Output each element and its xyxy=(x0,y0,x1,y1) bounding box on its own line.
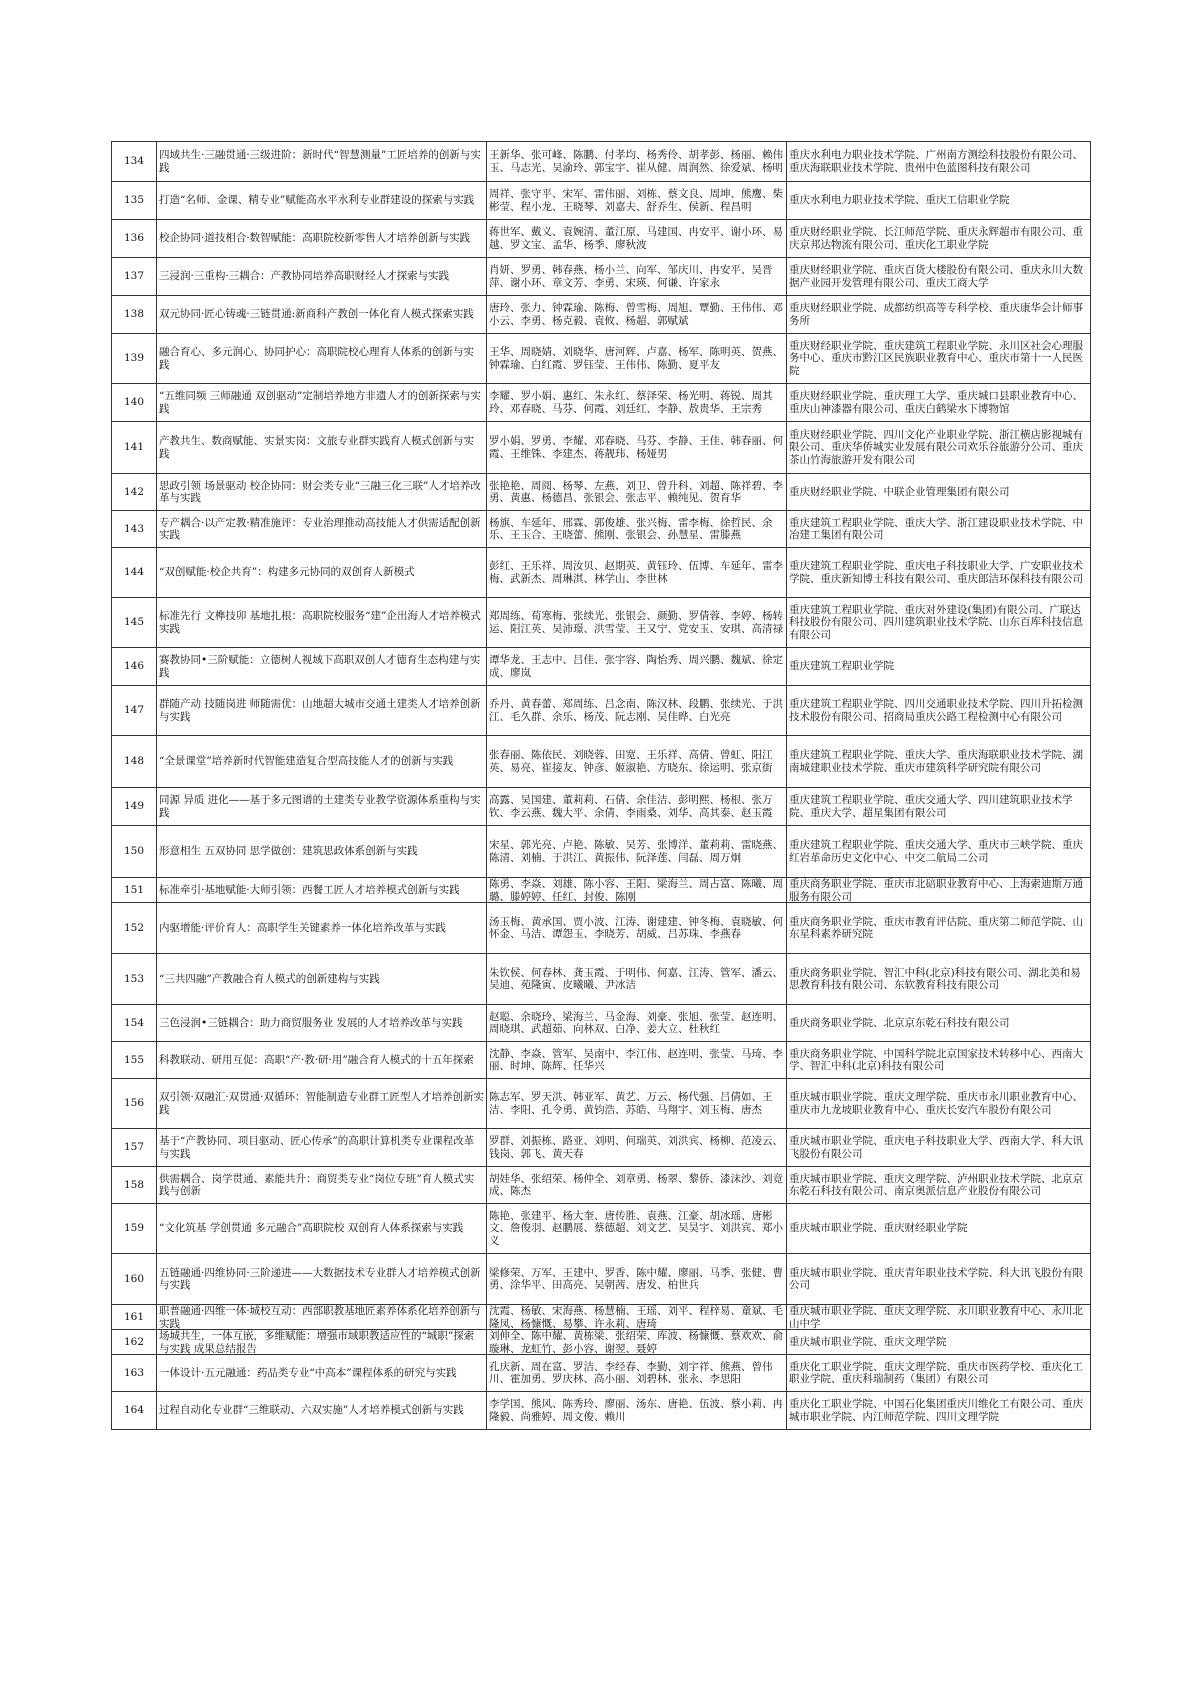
table-row xyxy=(112,220,1091,258)
completing-units: 重庆水利电力职业技术学院、重庆工信职业学院 xyxy=(789,194,1010,207)
achievement-title: 打造“名师、金课、精专业”赋能高水平水利专业群建设的探索与实践 xyxy=(159,194,475,207)
achievement-title-cell xyxy=(157,598,487,648)
completing-units-cell xyxy=(787,826,1091,878)
completing-units-cell xyxy=(787,384,1091,422)
table-row xyxy=(112,422,1091,474)
achievement-title-cell xyxy=(157,258,487,296)
achievement-title-cell xyxy=(157,903,487,954)
row-number-cell xyxy=(112,1330,157,1355)
achievement-title: 群随产动 技随岗进 师随需优：山地超大城市交通土建类人才培养创新与实践 xyxy=(159,698,481,723)
row-number-cell xyxy=(112,422,157,474)
row-number: 155 xyxy=(123,1053,145,1066)
completing-units-cell xyxy=(787,788,1091,826)
completing-units: 重庆商务职业学院、智汇中科(北京)科技有限公司、湖北美和易思教育科技有限公司、东软教育科技有限公司 xyxy=(789,966,1081,991)
achievement-title-cell xyxy=(157,422,487,474)
team-members: 梁修荣、万军、王建中、罗香、陈中耀、廖丽、马季、张健、曹勇、涂华平、田高亮、吴朝茜、唐发、柏世兵 xyxy=(489,1266,783,1291)
row-number: 156 xyxy=(123,1097,145,1110)
team-members-cell xyxy=(487,1079,787,1129)
achievement-title: “全景课堂”培养新时代智能建造复合型高技能人才的创新与实践 xyxy=(159,755,454,768)
row-number: 160 xyxy=(123,1272,145,1285)
achievement-title-cell xyxy=(157,736,487,788)
achievement-title-cell xyxy=(157,1330,487,1355)
achievement-title: 标准先行 文榫技卯 基地扎根：高职院校服务“建”企出海人才培养模式实践 xyxy=(159,610,481,635)
row-number-cell xyxy=(112,736,157,788)
team-members-cell xyxy=(487,258,787,296)
table-row xyxy=(112,598,1091,648)
table-body xyxy=(112,142,1091,1430)
team-members-cell xyxy=(487,648,787,686)
achievement-title-cell xyxy=(157,1005,487,1042)
achievement-title-cell xyxy=(157,686,487,736)
achievement-title: 同源 异质 进化——基于多元图谱的土建类专业教学资源体系重构与实践 xyxy=(159,794,481,819)
achievement-title-cell xyxy=(157,182,487,220)
achievement-title: 融合育心、多元润心、协同护心：高职院校心理育人体系的创新与实践 xyxy=(159,346,474,371)
achievement-title-cell xyxy=(157,1042,487,1079)
team-members-cell xyxy=(487,1330,787,1355)
row-number: 161 xyxy=(123,1310,145,1323)
achievement-title: 内驱增能·评价育人：高职学生关键素养一体化培养改革与实践 xyxy=(159,921,446,934)
row-number-cell xyxy=(112,511,157,548)
achievement-title-cell xyxy=(157,1392,487,1430)
team-members-cell xyxy=(487,1129,787,1167)
table-row xyxy=(112,954,1091,1005)
completing-units: 重庆城市职业学院、重庆青年职业技术学院、科大讯飞股份有限公司 xyxy=(789,1266,1083,1291)
achievement-title: 四域共生·三融贯通·三级进阶：新时代“智慧测量”工匠培养的创新与实践 xyxy=(159,149,481,174)
completing-units-cell xyxy=(787,548,1091,598)
table-row xyxy=(112,511,1091,548)
completing-units: 重庆化工职业学院、重庆文理学院、重庆市医药学校、重庆化工职业学院、重庆科瑞制药（集团）有限公司 xyxy=(789,1360,1083,1385)
team-members-cell xyxy=(487,954,787,1005)
team-members: 郑周练、荀寒梅、张续光、张银会、颜勤、罗倩蓉、李婷、杨转运、阳江英、吴沛璟、洪雪莹、王又宁、党安玉、安琪、高清禄 xyxy=(489,610,783,635)
team-members-cell xyxy=(487,788,787,826)
team-members-cell xyxy=(487,1042,787,1079)
row-number-cell xyxy=(112,1254,157,1305)
completing-units: 重庆商务职业学院、北京京东乾石科技有限公司 xyxy=(789,1016,1010,1029)
team-members: 陈艳、张建平、杨大奎、唐传胜、袁燕、江豪、胡冰瑶、唐彬文、詹俊羽、赵鹏展、蔡德超、刘文艺、吴昊宇、刘洪宾、郑小义 xyxy=(489,1209,783,1247)
row-number-cell xyxy=(112,1305,157,1330)
team-members-cell xyxy=(487,826,787,878)
row-number: 134 xyxy=(123,155,145,168)
row-number: 153 xyxy=(123,972,145,985)
completing-units: 重庆财经职业学院、四川文化产业职业学院、浙江横店影视城有限公司、重庆华侨城实业发展有限公司欢乐谷旅游分公司、重庆茶山竹海旅游开发有限公司 xyxy=(789,428,1083,466)
row-number-cell xyxy=(112,142,157,182)
table-row xyxy=(112,258,1091,296)
table-row xyxy=(112,826,1091,878)
table-row xyxy=(112,1167,1091,1204)
achievement-title: 场城共生，一体互嵌，多维赋能：增强市域职教适应性的“城职”探索与实践 成果总结报告 xyxy=(159,1330,475,1354)
achievement-title-cell xyxy=(157,548,487,598)
completing-units: 重庆建筑工程职业学院、重庆对外建设(集团)有限公司、广联达科技股份有限公司、四川建筑职业技术学院、山东百库科技信息有限公司 xyxy=(789,603,1083,641)
team-members: 陈勇、李焱、刘雄、陈小容、王阳、梁海兰、周占富、陈曦、周璐、滕婷婷、任红、封俊、陈刚 xyxy=(489,878,783,902)
row-number-cell xyxy=(112,1167,157,1204)
completing-units-cell xyxy=(787,142,1091,182)
completing-units-cell xyxy=(787,954,1091,1005)
completing-units: 重庆财经职业学院、长江师范学院、重庆永辉超市有限公司、重庆京邦达物流有限公司、重庆化工职业学院 xyxy=(789,226,1083,251)
row-number-cell xyxy=(112,220,157,258)
table-row xyxy=(112,903,1091,954)
table-row xyxy=(112,686,1091,736)
completing-units-cell xyxy=(787,903,1091,954)
team-members-cell xyxy=(487,296,787,334)
team-members-cell xyxy=(487,903,787,954)
row-number-cell xyxy=(112,334,157,384)
row-number: 136 xyxy=(123,232,145,245)
completing-units: 重庆建筑工程职业学院、重庆交通大学、重庆市三峡学院、重庆红岩革命历史文化中心、中交二航局二公司 xyxy=(789,839,1083,864)
completing-units: 重庆城市职业学院、重庆财经职业学院 xyxy=(789,1222,968,1235)
completing-units: 重庆城市职业学院、重庆文理学院、重庆市永川职业教育中心、重庆市九龙坡职业教育中心、重庆长安汽车股份有限公司 xyxy=(789,1091,1083,1116)
completing-units: 重庆建筑工程职业学院、重庆电子科技职业大学、广安职业技术学院、重庆新知博士科技有限公司、重庆郎洁环保科技有限公司 xyxy=(789,560,1083,585)
achievement-title-cell xyxy=(157,1355,487,1392)
achievement-title: 思政引领 场景驱动 校企协同：财会类专业“三融三化三联”人才培养改革与实践 xyxy=(159,479,481,504)
completing-units: 重庆建筑工程职业学院、重庆大学、浙江建设职业技术学院、中冶建工集团有限公司 xyxy=(789,516,1083,541)
completing-units-cell xyxy=(787,1005,1091,1042)
achievement-title: 基于“产教协同、项目驱动、匠心传承”的高职计算机类专业课程改革与实践 xyxy=(159,1135,475,1160)
completing-units: 重庆商务职业学院、重庆市北碚职业教育中心、上海索迪斯万通服务有限公司 xyxy=(789,878,1083,902)
achievement-title: 科教联动、研用互促：高职“产·教·研·用”融合育人模式的十五年探索 xyxy=(159,1053,474,1066)
row-number: 135 xyxy=(123,194,145,207)
team-members: 罗群、刘振栋、路亚、刘明、何瑞英、刘洪宾、杨柳、范凌云、钱岗、郭飞、黄天春 xyxy=(489,1135,783,1160)
row-number: 148 xyxy=(123,755,145,768)
row-number-cell xyxy=(112,954,157,1005)
completing-units-cell xyxy=(787,1305,1091,1330)
team-members: 朱钦侯、何春林、龚玉霞、于明伟、何嘉、江涛、管军、潘云、吴迪、苑隆寅、皮曦曦、尹冰洁 xyxy=(489,966,783,991)
completing-units-cell xyxy=(787,334,1091,384)
row-number-cell xyxy=(112,548,157,598)
team-members: 罗小娟、罗勇、李耀、邓春晓、马芬、李静、王佳、韩春丽、何霞、王维铢、李建杰、蒋靓玮、杨娅男 xyxy=(489,435,783,460)
row-number: 150 xyxy=(123,845,145,858)
team-members-cell xyxy=(487,1305,787,1330)
team-members-cell xyxy=(487,548,787,598)
completing-units-cell xyxy=(787,1254,1091,1305)
achievement-title-cell xyxy=(157,511,487,548)
row-number-cell xyxy=(112,903,157,954)
row-number: 149 xyxy=(123,800,145,813)
achievement-title: 过程自动化专业群“三维联动、六双实施”人才培养模式创新与实践 xyxy=(159,1404,464,1417)
row-number: 163 xyxy=(123,1366,145,1379)
row-number-cell xyxy=(112,182,157,220)
achievement-title: 产教共生、数商赋能、实景实岗：文旅专业群实践育人模式创新与实践 xyxy=(159,435,474,460)
completing-units-cell xyxy=(787,1129,1091,1167)
achievement-title-cell xyxy=(157,826,487,878)
row-number: 154 xyxy=(123,1016,145,1029)
table-row xyxy=(112,1005,1091,1042)
row-number-cell xyxy=(112,1005,157,1042)
achievement-title: “五维同频 三师融通 双创驱动”定制培养地方非遗人才的创新探索与实践 xyxy=(159,390,481,415)
achievement-title: 职普融通·四维一体·城校互动：西部职教基地匠素养体系化培养创新与实践 xyxy=(159,1305,481,1329)
team-members: 张春丽、陈依民、刘晓蓉、田宽、王乐祥、高倩、曾虹、阳江英、易亮、崔接友、钟彦、姬淑艳、方晓东、徐运明、张京街 xyxy=(489,749,773,774)
table-row xyxy=(112,548,1091,598)
row-number-cell xyxy=(112,1355,157,1392)
team-members-cell xyxy=(487,220,787,258)
completing-units-cell xyxy=(787,296,1091,334)
table-row xyxy=(112,736,1091,788)
team-members-cell xyxy=(487,511,787,548)
team-members-cell xyxy=(487,1254,787,1305)
table-row xyxy=(112,1042,1091,1079)
row-number: 137 xyxy=(123,270,145,283)
row-number: 146 xyxy=(123,660,145,673)
completing-units: 重庆水利电力职业技术学院、广州南方测绘科技股份有限公司、重庆海联职业技术学院、贵州中色蓝图科技有限公司 xyxy=(789,149,1083,174)
achievement-title-cell xyxy=(157,334,487,384)
team-members: 王华、周晓婧、刘晓华、唐河辉、卢嘉、杨军、陈明英、贺燕、钟霖瑜、白红霞、罗钰莹、王伟伟、陈勤、夏平友 xyxy=(489,346,783,371)
table-row xyxy=(112,1079,1091,1129)
achievement-title-cell xyxy=(157,296,487,334)
team-members-cell xyxy=(487,384,787,422)
completing-units-cell xyxy=(787,1079,1091,1129)
team-members: 高露、吴国建、董莉莉、石倩、余佳洁、彭明熙、杨根、张万钦、李云燕、魏大平、余倩、李雨桑、刘华、高其泰、赵玉霞 xyxy=(489,794,773,819)
team-members-cell xyxy=(487,878,787,903)
completing-units: 重庆财经职业学院、重庆建筑工程职业学院、永川区社会心理服务中心、重庆市黔江区民族职业教育中心、重庆市第十一人民医院 xyxy=(789,339,1083,377)
team-members-cell xyxy=(487,1005,787,1042)
achievement-title: 赛教协同•三阶赋能：立德树人视域下高职双创人才德育生态构建与实践 xyxy=(159,654,481,679)
achievement-title: “双创赋能·校企共育”：构建多元协同的双创育人新模式 xyxy=(159,566,415,579)
row-number: 143 xyxy=(123,522,145,535)
achievement-title-cell xyxy=(157,1204,487,1254)
completing-units-cell xyxy=(787,686,1091,736)
row-number: 152 xyxy=(123,921,145,934)
achievement-title-cell xyxy=(157,878,487,903)
achievement-title: 标准牵引·基地赋能·大师引领：西餐工匠人才培养模式创新与实践 xyxy=(159,883,460,896)
completing-units-cell xyxy=(787,220,1091,258)
completing-units-cell xyxy=(787,1355,1091,1392)
team-members-cell xyxy=(487,1392,787,1430)
team-members-cell xyxy=(487,474,787,511)
team-members: 谭华龙、王志中、吕佳、张宇容、陶怡秀、周兴鹏、魏斌、徐定成、廖岚 xyxy=(489,654,783,679)
completing-units-cell xyxy=(787,878,1091,903)
row-number: 158 xyxy=(123,1178,145,1191)
row-number: 151 xyxy=(123,883,145,896)
achievement-title: 双引领·双融汇·双贯通·双循环：智能制造专业群工匠型人才培养创新实践 xyxy=(159,1091,484,1116)
row-number-cell xyxy=(112,878,157,903)
completing-units: 重庆建筑工程职业学院、四川交通职业技术学院、四川升拓检测技术股份有限公司、招商局重庆公路工程检测中心有限公司 xyxy=(789,698,1083,723)
achievement-title-cell xyxy=(157,474,487,511)
achievement-title: 校企协同·道技相合·数智赋能：高职院校新零售人才培养创新与实践 xyxy=(159,232,471,245)
team-members: 唐玲、张力、钟霖瑜、陈梅、曾雪梅、周旭、覃勤、王伟伟、邓小云、李勇、杨克毅、袁攸、杨超、郭赋斌 xyxy=(489,302,783,327)
completing-units-cell xyxy=(787,598,1091,648)
team-members-cell xyxy=(487,1167,787,1204)
team-members-cell xyxy=(487,1355,787,1392)
table-row xyxy=(112,788,1091,826)
completing-units: 重庆建筑工程职业学院 xyxy=(789,660,894,673)
team-members: 宋星、郭光亮、卢艳、陈敏、吴芳、张博洋、董莉莉、雷晓燕、陈清、刘楠、于洪江、黄振伟、阮泽莲、闫磊、周万炯 xyxy=(489,839,783,864)
achievement-title: 五链融通·四维协同·三阶递进——大数据技术专业群人才培养模式创新与实践 xyxy=(159,1266,481,1291)
completing-units: 重庆城市职业学院、重庆电子科技职业大学、西南大学、科大讯飞股份有限公司 xyxy=(789,1135,1083,1160)
team-members-cell xyxy=(487,598,787,648)
completing-units-cell xyxy=(787,182,1091,220)
table-row xyxy=(112,384,1091,422)
completing-units: 重庆城市职业学院、重庆文理学院、永川职业教育中心、永川北山中学 xyxy=(789,1305,1083,1329)
row-number: 144 xyxy=(123,566,145,579)
table-row xyxy=(112,296,1091,334)
achievement-title-cell xyxy=(157,1254,487,1305)
completing-units-cell xyxy=(787,511,1091,548)
team-members: 胡娃华、张绍荣、杨仲全、刘章勇、杨翠、黎侨、漆沫沙、刘竟成、陈杰 xyxy=(489,1172,783,1197)
team-members: 蒋世军、戴义、袁婉清、董江原、马建国、冉安平、谢小环、易越、罗文宝、孟华、杨季、廖秋波 xyxy=(489,226,783,251)
row-number: 142 xyxy=(123,485,145,498)
completing-units-cell xyxy=(787,474,1091,511)
team-members-cell xyxy=(487,686,787,736)
row-number: 140 xyxy=(123,396,145,409)
completing-units: 重庆商务职业学院、重庆市教育评估院、重庆第二师范学院、山东星科素养研究院 xyxy=(789,915,1083,940)
team-members: 李耀、罗小娟、惠红、朱永红、蔡泽荣、杨光明、蒋锐、周其玲、邓春晓、马芬、何霞、刘廷红、李静、敖贵华、王宗秀 xyxy=(489,390,773,415)
table-row xyxy=(112,648,1091,686)
team-members: 李学国、熊风、陈秀玲、廖丽、汤东、唐艳、伍波、蔡小莉、冉隆毅、尚雅婷、周文俊、赖川 xyxy=(489,1398,783,1423)
achievement-title: 一体设计·五元融通：药品类专业“中高本”课程体系的研究与实践 xyxy=(159,1366,457,1379)
row-number-cell xyxy=(112,1392,157,1430)
row-number-cell xyxy=(112,686,157,736)
completing-units-cell xyxy=(787,736,1091,788)
row-number-cell xyxy=(112,474,157,511)
completing-units: 重庆城市职业学院、重庆文理学院、泸州职业技术学院、北京京东乾石科技有限公司、南京奥派信息产业股份有限公司 xyxy=(789,1172,1083,1197)
row-number-cell xyxy=(112,1079,157,1129)
table-row xyxy=(112,1355,1091,1392)
achievement-title: 双元协同·匠心铸魂·三链贯通:新商科产教创一体化育人模式探索实践 xyxy=(159,308,474,321)
team-members: 陈志军、罗天洪、韩亚军、黄艺、万云、杨代强、吕倩如、王洁、李阳、孔令勇、黄钧浩、苏皓、马翔宇、刘玉梅、唐杰 xyxy=(489,1091,773,1116)
achievement-title: 供需耦合、岗学贯通、素能共升：商贸类专业“岗位专班”育人模式实践与创新 xyxy=(159,1172,475,1197)
achievement-title: 形意相生 五双协同 思学做创：建筑思政体系创新与实践 xyxy=(159,845,418,858)
row-number: 164 xyxy=(123,1404,145,1417)
row-number: 145 xyxy=(123,616,145,629)
achievement-title-cell xyxy=(157,1079,487,1129)
completing-units-cell xyxy=(787,1204,1091,1254)
achievement-title-cell xyxy=(157,648,487,686)
row-number-cell xyxy=(112,258,157,296)
team-members: 汤玉梅、黄承国、贾小波、江涛、谢建建、钟冬梅、袁晓敏、何怀金、马洁、谭怨玉、李晓芳、胡威、吕苏珠、李燕春 xyxy=(489,915,783,940)
team-members: 沈霞、杨敏、宋海燕、杨慧楠、王瑶、刘平、程梓易、童斌、毛隆凤、杨慷慨、易攀、许永莉、唐琦 xyxy=(489,1305,783,1329)
completing-units: 重庆化工职业学院、中国石化集团重庆川维化工有限公司、重庆城市职业学院、内江师范学院、四川文理学院 xyxy=(789,1398,1083,1423)
team-members-cell xyxy=(487,736,787,788)
team-members: 沈静、李焱、管军、吴南中、李江伟、赵连明、张莹、马琦、李丽、时坤、陈辉、任华兴 xyxy=(489,1047,783,1072)
achievement-title-cell xyxy=(157,220,487,258)
table-row xyxy=(112,1129,1091,1167)
row-number: 162 xyxy=(123,1335,145,1348)
achievement-title: 三浸润·三重构·三耦合：产教协同培养高职财经人才探索与实践 xyxy=(159,270,450,283)
team-members: 刘伸全、陈中耀、黄栋梁、张绍荣、库波、杨慷慨、蔡欢欢、俞璇琳、龙虹竹、彭小容、谢翌、聂婷 xyxy=(489,1330,783,1354)
row-number: 139 xyxy=(123,352,145,365)
row-number: 138 xyxy=(123,308,145,321)
row-number-cell xyxy=(112,1129,157,1167)
team-members: 张艳艳、周阅、杨琴、左燕、刘卫、曾升科、刘超、陈祥碧、李勇、黄惠、杨德昌、张银会、张志平、赖纯见、贺育华 xyxy=(489,479,783,504)
completing-units: 重庆建筑工程职业学院、重庆大学、重庆海联职业技术学院、湖南城建职业技术学院、重庆市建筑科学研究院有限公司 xyxy=(789,749,1083,774)
completing-units: 重庆城市职业学院、重庆文理学院 xyxy=(789,1335,947,1348)
achievement-table xyxy=(111,141,1091,1430)
achievement-title-cell xyxy=(157,142,487,182)
team-members-cell xyxy=(487,422,787,474)
achievement-title-cell xyxy=(157,1129,487,1167)
completing-units-cell xyxy=(787,1167,1091,1204)
team-members: 肖妍、罗勇、韩春燕、杨小兰、向军、邹庆川、冉安平、吴晋萍、谢小环、章文芳、李勇、宋瑛、何谦、许家永 xyxy=(489,264,773,289)
row-number-cell xyxy=(112,296,157,334)
completing-units-cell xyxy=(787,422,1091,474)
team-members-cell xyxy=(487,142,787,182)
completing-units: 重庆财经职业学院、重庆百货大楼股份有限公司、重庆永川大数据产业园开发管理有限公司、重庆工商大学 xyxy=(789,264,1083,289)
table-row xyxy=(112,1305,1091,1330)
row-number: 159 xyxy=(123,1222,145,1235)
completing-units-cell xyxy=(787,258,1091,296)
completing-units: 重庆财经职业学院、中联企业管理集团有限公司 xyxy=(789,485,1010,498)
completing-units-cell xyxy=(787,648,1091,686)
table-row xyxy=(112,334,1091,384)
achievement-title: 三色浸润•三链耦合：助力商贸服务业 发展的人才培养改革与实践 xyxy=(159,1016,463,1029)
row-number-cell xyxy=(112,648,157,686)
row-number-cell xyxy=(112,598,157,648)
achievement-title: 专产耦合·以产定教·精准施评：专业治理推动高技能人才供需适配创新实践 xyxy=(159,516,481,541)
achievement-title: “三共四融”产教融合育人模式的创新建构与实践 xyxy=(159,972,380,985)
achievement-title-cell xyxy=(157,788,487,826)
row-number: 147 xyxy=(123,704,145,717)
team-members: 王新华、张可峰、陈鹏、付孝均、杨秀伶、胡孝彭、杨丽、赖伟玉、马志光、吴渝玲、郭宝宇、崔从健、周润然、徐爱斌、杨明 xyxy=(489,149,783,174)
achievement-title-cell xyxy=(157,1167,487,1204)
team-members: 周祥、张守平、宋军、雷伟丽、刘栋、蔡文良、周坤、熊鹰、柴彬莹、程小龙、王晓琴、刘嘉夫、舒乔生、侯新、程昌明 xyxy=(489,188,783,213)
table-row xyxy=(112,142,1091,182)
completing-units: 重庆财经职业学院、成都纺织高等专科学校、重庆康华会计师事务所 xyxy=(789,302,1083,327)
team-members-cell xyxy=(487,182,787,220)
completing-units-cell xyxy=(787,1392,1091,1430)
completing-units: 重庆财经职业学院、重庆理工大学、重庆城口县职业教育中心、重庆山神漆器有限公司、重庆白鹤梁水下博物馆 xyxy=(789,390,1083,415)
team-members: 赵聪、余晓玲、梁海兰、马金海、刘豪、张旭、张莹、赵连明、周晓琪、武超茹、向林双、白净、姜大立、杜秋红 xyxy=(489,1010,783,1035)
achievement-title-cell xyxy=(157,384,487,422)
completing-units-cell xyxy=(787,1042,1091,1079)
table-row xyxy=(112,1330,1091,1355)
team-members: 彭红、王乐祥、周汝贝、赵期英、黄钰玲、伍博、车延年、雷李梅、武新杰、周琳淇、林学山、李世林 xyxy=(489,560,783,585)
table-row xyxy=(112,1392,1091,1430)
row-number-cell xyxy=(112,384,157,422)
team-members-cell xyxy=(487,334,787,384)
completing-units-cell xyxy=(787,1330,1091,1355)
row-number-cell xyxy=(112,1204,157,1254)
achievement-title-cell xyxy=(157,954,487,1005)
row-number: 157 xyxy=(123,1141,145,1154)
table-row xyxy=(112,1204,1091,1254)
achievement-title-cell xyxy=(157,1305,487,1330)
row-number: 141 xyxy=(123,441,145,454)
team-members: 孔庆新、周在富、罗洁、李经春、李勤、刘宇祥、熊燕、曾伟川、霍加勇、罗庆林、高小丽、刘碧林、张永、李思阳 xyxy=(489,1360,773,1385)
row-number-cell xyxy=(112,826,157,878)
achievement-title: “文化筑基 学创贯通 多元融合”高职院校 双创育人体系探索与实践 xyxy=(159,1222,464,1235)
completing-units: 重庆商务职业学院、中国科学院北京国家技术转移中心、西南大学、智汇中科(北京)科技有限公司 xyxy=(789,1047,1083,1072)
row-number-cell xyxy=(112,1042,157,1079)
table-row xyxy=(112,1254,1091,1305)
team-members: 乔丹、黄春蕾、郑周练、吕念南、陈汉林、段鹏、张续光、于洪江、毛久群、余乐、杨茂、阮志刚、吴佳晔、白光亮 xyxy=(489,698,783,723)
team-members: 杨旗、车延年、邢霖、郭俊雄、张兴梅、雷李梅、徐哲民、余乐、王玉合、王晓蕾、熊刚、张银会、孙慧星、雷滕燕 xyxy=(489,516,773,541)
row-number-cell xyxy=(112,788,157,826)
table-row xyxy=(112,878,1091,903)
table-row xyxy=(112,474,1091,511)
table-row xyxy=(112,182,1091,220)
team-members-cell xyxy=(487,1204,787,1254)
completing-units: 重庆建筑工程职业学院、重庆交通大学、四川建筑职业技术学院、重庆大学、超星集团有限公司 xyxy=(789,794,1073,819)
